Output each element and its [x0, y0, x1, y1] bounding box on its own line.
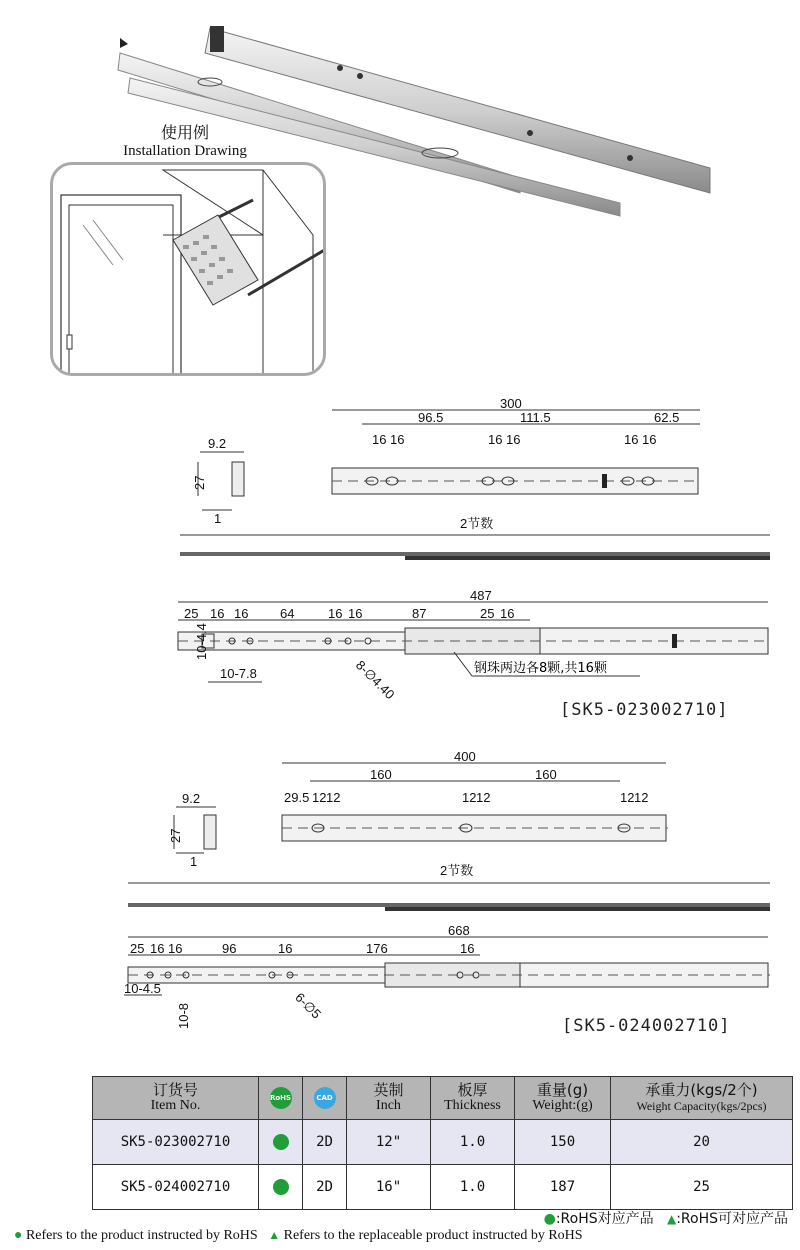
p1-slot2: 10-7.8: [220, 666, 257, 681]
cell-capacity: 25: [611, 1165, 793, 1210]
header-cad: [303, 1077, 347, 1120]
cell-cad: 2D: [303, 1165, 347, 1210]
p2-rail-total: 400: [454, 749, 476, 764]
p1-ext-d16b: 16: [234, 606, 249, 621]
product1-drawings: [0, 390, 800, 730]
p2-code: [SK5-024002710]: [562, 1016, 731, 1036]
p1-rail-pitch-a3: 16: [624, 432, 639, 447]
installation-title: [100, 124, 270, 160]
p2-ext-d25: 25: [130, 941, 145, 956]
p1-ext-d16d: 16: [348, 606, 363, 621]
header-thickness-cn: 板厚: [457, 1081, 488, 1099]
p2-ext-d16d: 16: [460, 941, 475, 956]
header-rohs: [259, 1077, 303, 1120]
p1-sections-label: 2节数: [460, 516, 494, 531]
header-inch-en: Inch: [376, 1098, 401, 1113]
p1-profile-width: 9.2: [208, 436, 227, 451]
p2-rail-pitch-b3: 12: [634, 790, 649, 805]
header-capacity-en: Weight Capacity(kgs/2pcs): [636, 1099, 767, 1113]
header-item-no-cn: 订货号: [152, 1081, 198, 1099]
cell-inch: 16": [347, 1165, 431, 1210]
header-item-no-en: Item No.: [150, 1098, 201, 1113]
p2-rail-pitch-a3: 12: [620, 790, 635, 805]
header-inch-cn: 英制: [373, 1081, 404, 1099]
cell-item: SK5-024002710: [93, 1165, 259, 1210]
cell-inch: 12": [347, 1120, 431, 1165]
p1-ext-d25: 25: [184, 606, 199, 621]
p1-rail-d2: 111.5: [520, 410, 551, 425]
cad-icon: CAD: [314, 1087, 336, 1109]
product2-side-view: [128, 863, 770, 911]
product2-drawings: [0, 745, 800, 1040]
p2-ext-d16c: 16: [278, 941, 293, 956]
cell-cad: 2D: [303, 1120, 347, 1165]
product1-rail: [332, 396, 700, 494]
p1-ext-d16a: 16: [210, 606, 225, 621]
header-weight-cn: 重量(g): [536, 1081, 589, 1099]
header-item-no: [93, 1077, 259, 1120]
legend-en-replace: Refers to the replaceable product instructed by RoHS: [283, 1228, 583, 1243]
p2-holes: 6-∅5: [292, 989, 325, 1022]
rohs-dot-icon: ●: [14, 1228, 23, 1243]
p2-slot1: 10-4.5: [124, 981, 161, 996]
header-capacity-cn: 承重力(kgs/2个): [645, 1081, 758, 1099]
p1-ext-d16c: 16: [328, 606, 343, 621]
p2-rail-d0: 29.5: [284, 790, 310, 805]
header-thickness: [431, 1077, 515, 1120]
p1-rail-pitch-a2: 16: [488, 432, 503, 447]
p1-ext-d64: 64: [280, 606, 295, 621]
p1-rail-pitch-b2: 16: [506, 432, 521, 447]
p1-ext-d16e: 16: [500, 606, 515, 621]
p1-rail-pitch-b3: 16: [642, 432, 657, 447]
p1-ext-total: 487: [470, 588, 492, 603]
p2-rail-d1: 160: [370, 767, 392, 782]
product2-rail: [282, 749, 668, 841]
legend-cn-replace: :RoHS可对应产品: [676, 1211, 788, 1227]
cell-weight: 150: [515, 1120, 611, 1165]
p2-rail-pitch-a2: 12: [462, 790, 477, 805]
p1-rail-d3: 62.5: [654, 410, 680, 425]
rohs-dot-icon: [273, 1134, 289, 1150]
p1-rail-d1: 96.5: [418, 410, 444, 425]
installation-drawing: [50, 162, 326, 376]
legend-en-rohs: Refers to the product instructed by RoHS: [25, 1228, 258, 1243]
cell-weight: 187: [515, 1165, 611, 1210]
p1-rail-pitch-b: 16: [390, 432, 405, 447]
header-capacity: [611, 1077, 793, 1120]
spec-table: [92, 1076, 793, 1210]
cell-rohs: [259, 1165, 303, 1210]
p2-rail-pitch-b: 12: [326, 790, 341, 805]
installation-title-cn: 使用例: [160, 123, 209, 142]
p2-sections-label: 2节数: [440, 863, 474, 878]
cell-item: SK5-023002710: [93, 1120, 259, 1165]
p2-profile-height: 27: [168, 828, 183, 843]
p2-ext-d16b: 16: [168, 941, 183, 956]
p2-ext-d16a: 16: [150, 941, 165, 956]
p1-holes: 8-∅4.40: [352, 657, 398, 703]
installation-title-en: Installation Drawing: [123, 143, 247, 159]
p2-slot2: 10-8: [176, 1002, 191, 1029]
rohs-dot-icon: ●: [543, 1211, 556, 1227]
triangle-icon: ▲: [268, 1228, 281, 1242]
cell-thickness: 1.0: [431, 1120, 515, 1165]
p1-profile-lip: 1: [214, 511, 222, 526]
header-thickness-en: Thickness: [444, 1098, 501, 1113]
p2-ext-d96: 96: [222, 941, 237, 956]
p1-profile-height: 27: [192, 475, 207, 490]
rohs-dot-icon: [273, 1179, 289, 1195]
product2-extended: [124, 923, 770, 1029]
header-weight: [515, 1077, 611, 1120]
p2-ext-d176: 176: [366, 941, 388, 956]
product1-extended: [178, 588, 770, 702]
p1-code: [SK5-023002710]: [560, 700, 729, 720]
legend-cn: [544, 1208, 788, 1228]
cell-thickness: 1.0: [431, 1165, 515, 1210]
cabinet-illustration: [53, 165, 323, 373]
cell-capacity: 20: [611, 1120, 793, 1165]
product1-profile: [192, 436, 244, 526]
table-header-row: [93, 1077, 793, 1120]
p2-rail-d2: 160: [535, 767, 557, 782]
triangle-icon: ▲: [666, 1212, 677, 1226]
table-row: [93, 1165, 793, 1210]
p1-rail-pitch-a: 16: [372, 432, 387, 447]
product1-side-view: [180, 516, 770, 560]
table-row: [93, 1120, 793, 1165]
p1-ext-d25b: 25: [480, 606, 495, 621]
cell-rohs: [259, 1120, 303, 1165]
p2-profile-width: 9.2: [182, 791, 201, 806]
p2-profile-lip: 1: [190, 854, 198, 869]
p2-ext-total: 668: [448, 923, 470, 938]
rohs-icon: RoHS: [270, 1087, 292, 1109]
legend-en: [14, 1228, 583, 1244]
p2-rail-pitch-a: 12: [312, 790, 327, 805]
p1-slot1: 10-4.4: [194, 623, 209, 660]
p2-rail-pitch-b2: 12: [476, 790, 491, 805]
p1-ext-d87: 87: [412, 606, 427, 621]
product2-profile: [168, 791, 216, 869]
p1-balls-note: 钢珠两边各8颗,共16颗: [474, 661, 607, 676]
header-weight-en: Weight:(g): [532, 1098, 593, 1113]
legend-cn-rohs: :RoHS对应产品: [555, 1211, 654, 1227]
p1-rail-total: 300: [500, 396, 522, 411]
header-inch: [347, 1077, 431, 1120]
